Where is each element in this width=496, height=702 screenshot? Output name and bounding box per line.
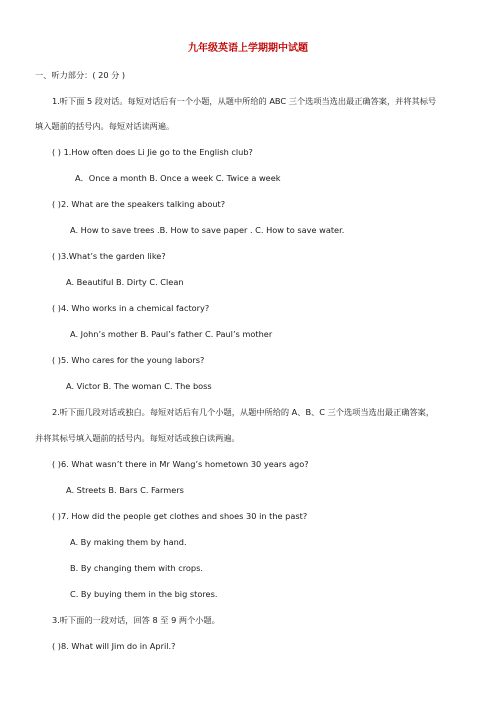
section-heading-listening: 一、听力部分：( 20 分 ) — [35, 70, 126, 80]
part1-instruction-line1: 1.听下面 5 段对话。每短对话后有一个小题，从题中所给的 ABC 三个选项当选出最正确答案，并将其标号 — [52, 96, 437, 106]
question-7-option-b: B. By changing them with crops. — [70, 563, 203, 573]
question-4-options: A. John’s mother B. Paul’s father C. Paul’s mother — [70, 329, 273, 339]
question-6: ( )6. What wasn’t there in Mr Wang’s hometown 30 years ago? — [52, 459, 309, 469]
page-title: 九年级英语上学期期中试题 — [188, 43, 308, 54]
part1-instruction-line2: 填入题前的括号内。每短对话读两遍。 — [35, 121, 175, 131]
question-7-option-c: C. By buying them in the big stores. — [70, 589, 218, 599]
question-2: ( )2. What are the speakers talking about? — [52, 199, 226, 209]
part2-instruction-line2: 并将其标号填入题前的括号内。每短对话或独白读两遍。 — [35, 433, 240, 443]
question-3-options: A. Beautiful B. Dirty C. Clean — [66, 277, 184, 287]
question-8: ( )8. What will Jim do in April.? — [52, 641, 176, 651]
question-1-options: A．Once a month B. Once a week C. Twice a week — [75, 173, 281, 183]
question-1: ( ) 1.How often does Li Jie go to the English club? — [52, 147, 253, 157]
question-7: ( )7. How did the people get clothes and shoes 30 in the past? — [52, 511, 308, 521]
part2-instruction-line1: 2.听下面几段对话或独白。每短对话后有几个小题，从题中所给的 A、B、C 三个选项当选出最正确答案， — [52, 407, 435, 417]
question-2-options: A. How to save trees .B. How to save paper . C. How to save water. — [70, 225, 345, 235]
question-3: ( )3.What’s the garden like? — [52, 251, 166, 261]
question-5-options: A. Victor B. The woman C. The boss — [66, 381, 212, 391]
question-6-options: A. Streets B. Bars C. Farmers — [66, 485, 184, 495]
part3-instruction: 3.听下面的一段对话，回答 8 至 9 两个小题。 — [52, 615, 220, 625]
question-4: ( )4. Who works in a chemical factory? — [52, 303, 210, 313]
question-7-option-a: A. By making them by hand. — [70, 537, 187, 547]
question-5: ( )5. Who cares for the young labors? — [52, 355, 205, 365]
